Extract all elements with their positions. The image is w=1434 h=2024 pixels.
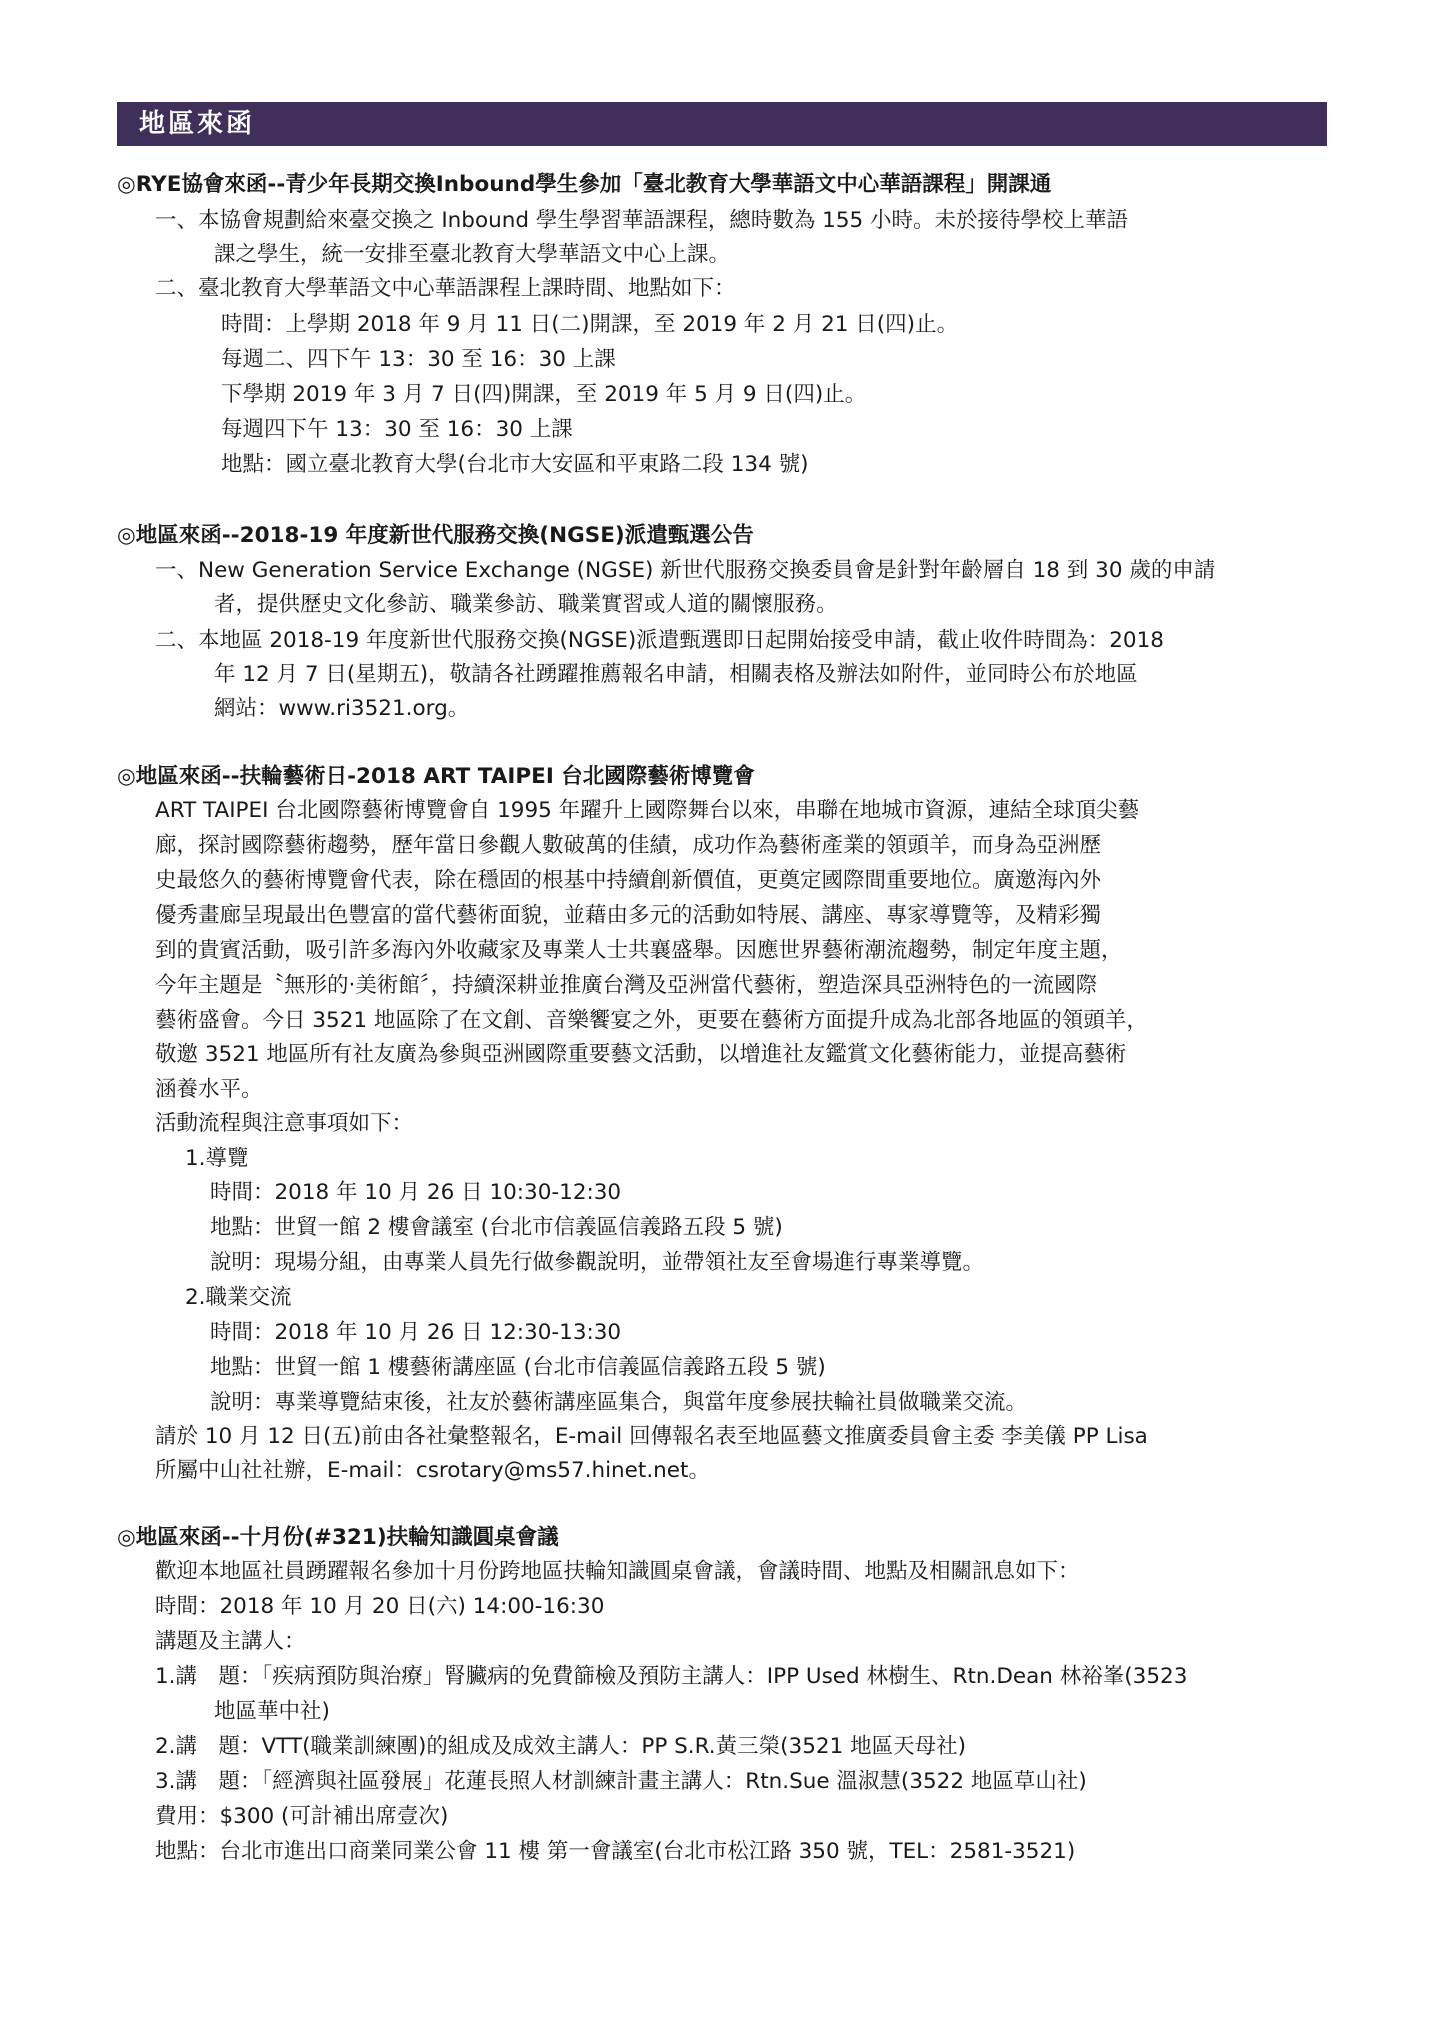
text-line: 時間：上學期 2018 年 9 月 11 日(二)開課，至 2019 年 2 月 21 日(四)止。 bbox=[221, 312, 959, 337]
text-line: 地點：國立臺北教育大學(台北市大安區和平東路二段 134 號) bbox=[221, 452, 809, 477]
text-line: 1.導覽 bbox=[185, 1146, 249, 1171]
text-line: 者，提供歷史文化參訪、職業參訪、職業實習或人道的關懷服務。 bbox=[214, 592, 838, 617]
text-line: 二、本地區 2018-19 年度新世代服務交換(NGSE)派遣甄選即日起開始接受申請，截止收件時間為：2018 bbox=[155, 628, 1164, 653]
text-line: 講題及主講人： bbox=[155, 1629, 306, 1654]
text-line: 時間：2018 年 10 月 26 日 12:30-13:30 bbox=[210, 1320, 622, 1345]
text-line: 每週四下午 13：30 至 16：30 上課 bbox=[221, 417, 573, 442]
text-line: 請於 10 月 12 日(五)前由各社彙整報名，E-mail 回傳報名表至地區藝文推廣委員會主委 李美儀 PP Lisa bbox=[155, 1424, 1148, 1449]
text-line: 二、臺北教育大學華語文中心華語課程上課時間、地點如下： bbox=[155, 276, 736, 301]
text-line: 歡迎本地區社員踴躍報名參加十月份跨地區扶輪知識圓桌會議，會議時間、地點及相關訊息如下： bbox=[155, 1559, 1080, 1584]
text-line: 2.講 題：VTT(職業訓練團)的組成及成效主講人：PP S.R.黃三榮(3521 地區天母社) bbox=[155, 1734, 966, 1759]
section-title-ngse: ◎地區來函--2018-19 年度新世代服務交換(NGSE)派遣甄選公告 bbox=[117, 523, 754, 548]
text-line: 說明：專業導覽結束後，社友於藝術講座區集合，與當年度參展扶輪社員做職業交流。 bbox=[210, 1390, 1028, 1415]
text-line: 優秀畫廊呈現最出色豐富的當代藝術面貌，並藉由多元的活動如特展、講座、專家導覽等，及精彩獨 bbox=[155, 903, 1102, 928]
text-line: 地點：台北市進出口商業同業公會 11 樓 第一會議室(台北市松江路 350 號，TEL：2581-3521) bbox=[155, 1839, 1076, 1864]
text-line: 藝術盛會。今日 3521 地區除了在文創、音樂饗宴之外，更要在藝術方面提升成為北部各地區的領頭羊， bbox=[155, 1008, 1148, 1033]
text-line: 費用：$300 (可計補出席壹次) bbox=[155, 1804, 449, 1829]
section-title-roundtable: ◎地區來函--十月份(#321)扶輪知識圓桌會議 bbox=[117, 1525, 559, 1550]
text-line: 年 12 月 7 日(星期五)，敬請各社踴躍推薦報名申請，相關表格及辦法如附件，並同時公布於地區 bbox=[214, 662, 1138, 687]
text-line: 課之學生，統一安排至臺北教育大學華語文中心上課。 bbox=[214, 242, 731, 267]
text-line: 活動流程與注意事項如下： bbox=[155, 1111, 414, 1136]
text-line: 時間：2018 年 10 月 26 日 10:30-12:30 bbox=[210, 1180, 622, 1205]
text-line: 廊，探討國際藝術趨勢，歷年當日參觀人數破萬的佳績，成功作為藝術產業的領頭羊，而身為亞洲歷 bbox=[155, 833, 1102, 858]
text-line: 地區華中社) bbox=[214, 1699, 330, 1724]
text-line: 地點：世貿一館 1 樓藝術講座區 (台北市信義區信義路五段 5 號) bbox=[210, 1355, 826, 1380]
text-line: 2.職業交流 bbox=[185, 1285, 292, 1310]
section-title-rye: ◎RYE協會來函--青少年長期交換Inbound學生參加「臺北教育大學華語文中心華語課程」開課通 bbox=[117, 172, 1052, 197]
text-line: 史最悠久的藝術博覽會代表，除在穩固的根基中持續創新價值，更奠定國際間重要地位。廣邀海內外 bbox=[155, 868, 1102, 893]
text-line: 地點：世貿一館 2 樓會議室 (台北市信義區信義路五段 5 號) bbox=[210, 1215, 783, 1240]
text-line: 涵養水平。 bbox=[155, 1077, 263, 1102]
header-title: 地區來函 bbox=[139, 109, 256, 139]
text-line: ART TAIPEI 台北國際藝術博覽會自 1995 年躍升上國際舞台以來，串聯在地城市資源，連結全球頂尖藝 bbox=[155, 798, 1140, 823]
text-line: 每週二、四下午 13：30 至 16：30 上課 bbox=[221, 347, 616, 372]
text-line: 網站：www.ri3521.org。 bbox=[214, 696, 470, 721]
text-line: 說明：現場分組，由專業人員先行做參觀說明，並帶領社友至會場進行專業導覽。 bbox=[210, 1250, 985, 1275]
text-line: 3.講 題：「經濟與社區發展」花蓮長照人材訓練計畫主講人：Rtn.Sue 溫淑慧(3522 地區草山社) bbox=[155, 1769, 1087, 1794]
text-line: 時間：2018 年 10 月 20 日(六) 14:00-16:30 bbox=[155, 1594, 605, 1619]
text-line: 一、New Generation Service Exchange (NGSE) 新世代服務交換委員會是針對年齡層自 18 到 30 歲的申請 bbox=[155, 558, 1216, 583]
text-line: 敬邀 3521 地區所有社友廣為參與亞洲國際重要藝文活動，以增進社友鑑賞文化藝術能力，並提高藝術 bbox=[155, 1042, 1127, 1067]
text-line: 所屬中山社社辦，E-mail：csrotary@ms57.hinet.net。 bbox=[155, 1458, 710, 1483]
text-line: 1.講 題：「疾病預防與治療」腎臟病的免費篩檢及預防主講人：IPP Used 林樹生、Rtn.Dean 林裕峯(3523 bbox=[155, 1664, 1188, 1689]
section-header-bar bbox=[117, 102, 1327, 146]
text-line: 下學期 2019 年 3 月 7 日(四)開課，至 2019 年 5 月 9 日(四)止。 bbox=[221, 382, 867, 407]
text-line: 一、本協會規劃給來臺交換之 Inbound 學生學習華語課程，總時數為 155 小時。未於接待學校上華語 bbox=[155, 208, 1129, 233]
text-line: 今年主題是〝無形的‧美術館〞，持續深耕並推廣台灣及亞洲當代藝術，塑造深具亞洲特色的一流國際 bbox=[155, 973, 1098, 998]
section-title-art-taipei: ◎地區來函--扶輪藝術日-2018 ART TAIPEI 台北國際藝術博覽會 bbox=[117, 764, 755, 789]
text-line: 到的貴賓活動，吸引許多海內外收藏家及專業人士共襄盛舉。因應世界藝術潮流趨勢，制定年度主題， bbox=[155, 938, 1123, 963]
